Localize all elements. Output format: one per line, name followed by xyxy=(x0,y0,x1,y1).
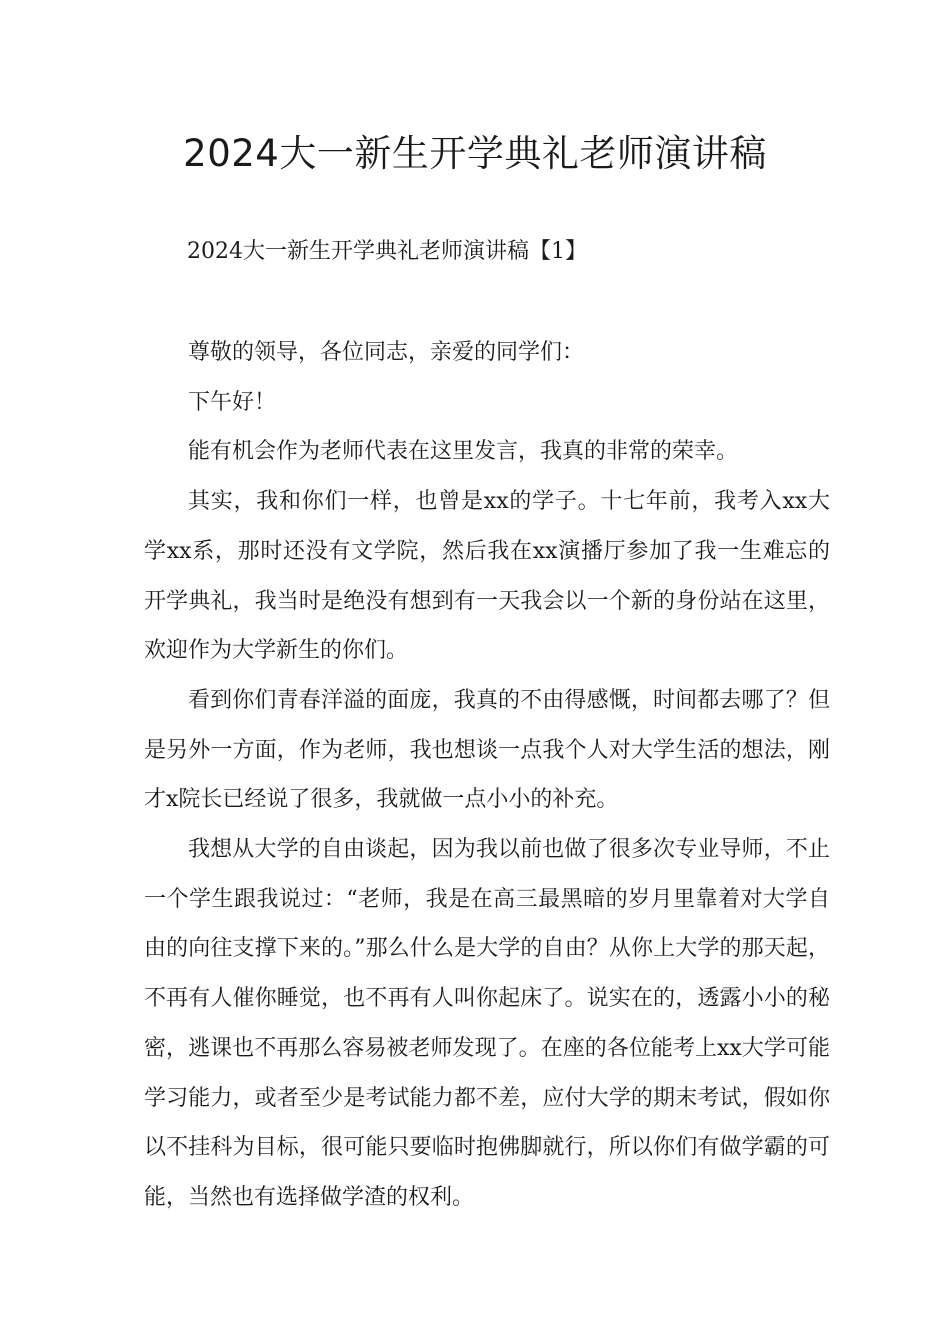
document-subtitle: 2024大一新生开学典礼老师演讲稿【1】 xyxy=(187,239,587,264)
paragraph-good-afternoon: 下午好！ xyxy=(188,389,277,415)
paragraph-reflection: 看到你们青春洋溢的面庞，我真的不由得感慨，时间都去哪了？但是另外一方面，作为老师，我也想谈一点我个人对大学生活的想法，刚才x院长已经说了很多，我就做一点小小的补充。 xyxy=(144,687,830,813)
document-body xyxy=(144,328,830,1223)
document-title: 2024大一新生开学典礼老师演讲稿 xyxy=(183,132,767,175)
paragraph-freedom: 我想从大学的自由谈起，因为我以前也做了很多次专业导师，不止一个学生跟我说过：“老师，我是在高三最黑暗的岁月里靠着对大学自由的向往支撑下来的。”那么什么是大学的自由？从你上大学的那天起，不再有人催你睡觉，也不再有人叫你起床了。说实在的，透露小小的秘密，逃课也不再那么容易被老师发现了。在座的各位能考上xx大学可能学习能力，或者至少是考试能力都不差，应付大学的期末考试，假如你以不挂科为目标，很可能只要临时抱佛脚就行，所以你们有做学霸的可能，当然也有选择做学渣的权利。 xyxy=(144,837,830,1210)
paragraph-memories: 其实，我和你们一样，也曾是xx的学子。十七年前，我考入xx大学xx系，那时还没有文学院，然后我在xx演播厅参加了我一生难忘的开学典礼，我当时是绝没有想到有一天我会以一个新的身份站在这里，欢迎作为大学新生的你们。 xyxy=(144,489,830,664)
paragraph-greeting: 尊敬的领导，各位同志，亲爱的同学们： xyxy=(188,340,585,365)
paragraph-honor: 能有机会作为老师代表在这里发言，我真的非常的荣幸。 xyxy=(188,439,739,465)
